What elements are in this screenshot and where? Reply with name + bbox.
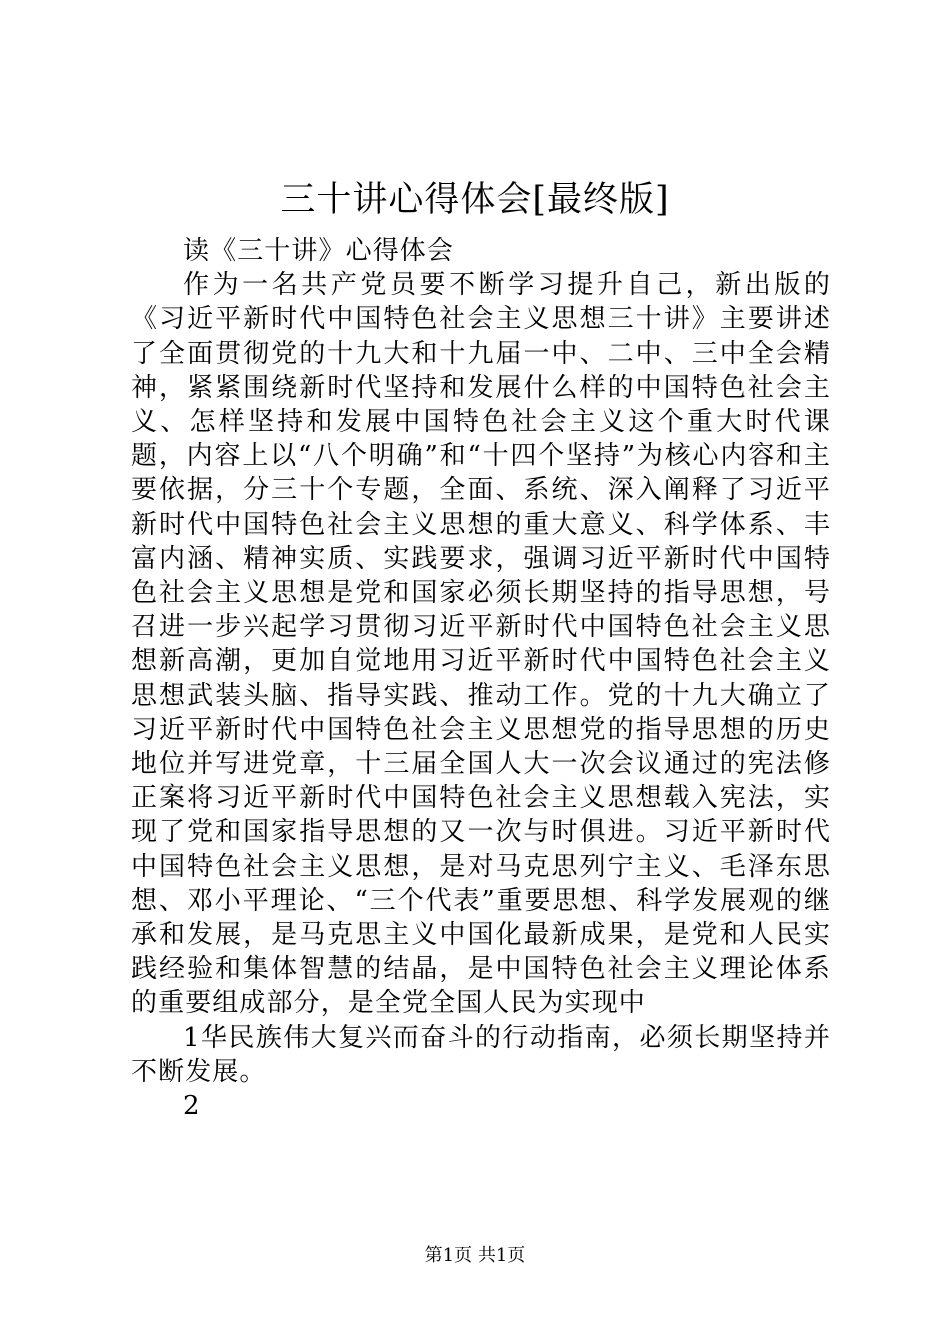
body-paragraph: 2 xyxy=(183,1091,201,1122)
body-paragraph: 读《三十讲》心得体会 xyxy=(183,236,455,266)
body-paragraph: 作为一名共产党员要不断学习提升自己，新出版的《习近平新时代中国特色社会主义思想三十讲》主要讲述了全面贯彻党的十九大和十九届一中、二中、三中全会精神，紧紧围绕新时代坚持和发展什么样的中国特色社会主义、怎样坚持和发展中国特色社会主义这个重大时代课题，内容上以“八个明确”和“十四个坚持”为核心内容和主要依据，分三十个专题，全面、系统、深入阐释了习近平新时代中国特色社会主义思想的重大意义、科学体系、丰富内涵、精神实质、实践要求，强调习近平新时代中国特色社会主义思想是党和国家必须长期坚持的指导思想，号召进一步兴起学习贯彻习近平新时代中国特色社会主义思想新高潮，更加自觉地用习近平新时代中国特色社会主义思想武装头脑、指导实践、推动工作。党的十九大确立了习近平新时代中国特色社会主义思想党的指导思想的历史地位并写进党章，十三届全国人大一次会议通过的宪法修正案将习近平新时代中国特色社会主义思想载入宪法，实现了党和国家指导思想的又一次与时俱进。习近平新时代中国特色社会主义思想，是对马克思列宁主义、毛泽东思想、邓小平理论、“三个代表”重要思想、科学发展观的继承和发展，是马克思主义中国化最新成果，是党和人民实践经验和集体智慧的结晶，是中国特色社会主义理论体系的重要组成部分，是全党全国人民为实现中 xyxy=(131,270,831,1019)
body-paragraph: 1华民族伟大复兴而奋斗的行动指南，必须长期坚持并不断发展。 xyxy=(131,1022,831,1087)
page-footer: 第1页 共1页 xyxy=(424,1245,526,1266)
document-title: 三十讲心得体会[最终版] xyxy=(280,180,670,220)
document-body xyxy=(131,234,831,1123)
